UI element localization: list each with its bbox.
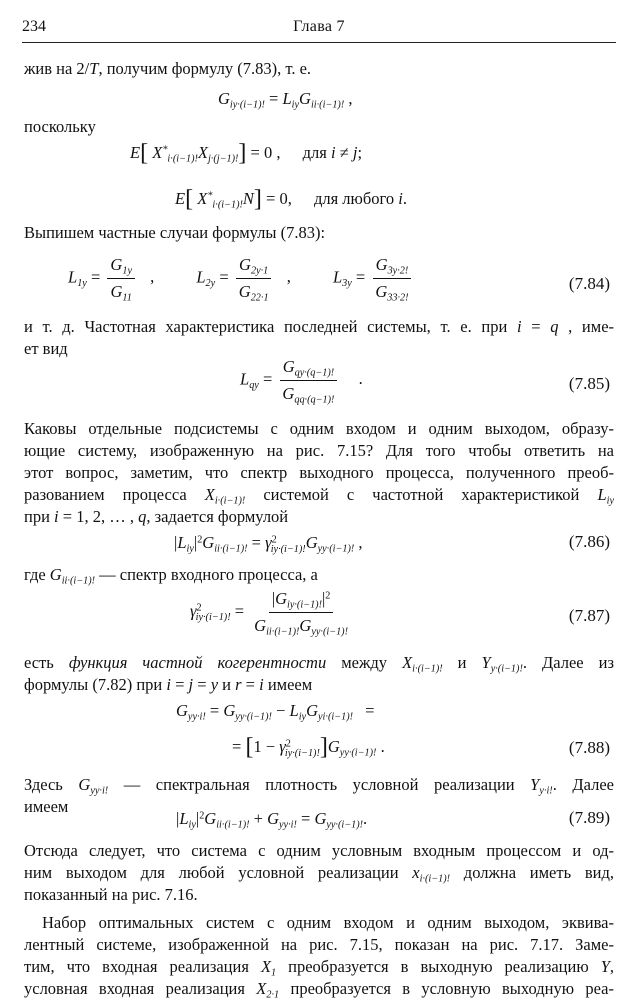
equation-number-7-88: (7.88) [568,738,610,757]
text-line-13: где $G_{ii\cdot(i-1)!}$ — спектр входного процесса, а [24,565,318,587]
page-header [22,18,616,40]
text-line-2: поскольку [24,117,96,136]
equation-number-7-89: (7.89) [568,808,610,827]
equation-7-89: $|L_{iy}|^2G_{ii\cdot(i-1)!} + G_{yy\cdot i!} = G_{yy\cdot(i-1)!}$. [176,809,368,831]
equation-expectation-1: E[ $X^*_{i\cdot(i-1)!}X_{j\cdot(j-1)!}] = 0$ , для i ≠ j; [130,140,363,166]
text-line-1: жив на 2/T, получим формулу (7.83), т. е. [24,59,312,78]
text-line-12: при i = 1, 2, … , q, задается формулой [24,507,289,526]
equation-number-7-87: (7.87) [568,606,610,625]
text-line-15: формулы (7.82) при i = j = y и r = i имеем [24,675,313,694]
text-line-18: Отсюда следует, что система с одним условным входным процессом и од- [24,841,614,860]
equation-number-7-85: (7.85) [568,374,610,393]
text-line-17: имеем [24,797,69,816]
text-line-11: разованием процесса $X_{i\cdot(i-1)!}$ системой с частотной характеристикой $L_{iy}$ [24,485,614,507]
text-line-5: Выпишем частные случаи формулы (7.83): [24,223,326,242]
text-line-7: ет вид [24,339,68,358]
text-line-9: ющие систему, изображенную на рис. 7.15? Для того чтобы ответить на [24,441,614,460]
equation-7-83-result: $G_{iy\cdot(i-1)!} = L_{iy}G_{ii\cdot(i-1)!}$ , [218,89,353,111]
equation-expectation-2: E[ $X^*_{i\cdot(i-1)!}N] = 0$, для любого i. [175,186,407,212]
text-line-19: ним выходом для любой условной реализации $x_{i\cdot(i-1)!}$ должна иметь вид, [24,863,614,885]
text-line-14: есть функция частной когерентности между $X_{i\cdot(i-1)!}$ и $Y_{y\cdot(i-1)!}$. Далее из [24,653,614,675]
text-line-24: условная входная реализация $X_{2\cdot 1}$ преобразуется в условную выходную реа- [24,979,614,1001]
text-line-20: показанный на рис. 7.16. [24,885,198,904]
equation-7-86: $|L_{iy}|^2G_{ii\cdot(i-1)!} = \gamma^2_{iy\cdot(i-1)!}G_{yy\cdot(i-1)!}$ , [174,533,363,555]
chapter-title: Глава 7 [293,18,345,35]
header-rule [22,42,616,43]
equation-7-87: $\gamma^2_{iy\cdot(i-1)!}$ = $\frac{|G_{iy\cdot(i-1)!}|^2}{G_{ii\cdot(i-1)!}G_{yy\cdot(i-1)!}}$ [190,589,348,638]
equation-7-88-line-1: $G_{yy\cdot i!} = G_{yy\cdot(i-1)!} - L_{iy}G_{yi\cdot(i-1)!}$ = [176,701,375,723]
text-line-10: этот вопрос, заметим, что спектр выходного процесса, полученного преоб- [24,463,614,482]
text-line-21: Набор оптимальных систем с одним входом и одним выходом, эквива- [42,913,614,932]
equation-number-7-86: (7.86) [568,532,610,551]
text-line-6: и т. д. Частотная характеристика последней системы, т. е. при i = q , име- [24,317,615,336]
text-line-16: Здесь $G_{yy\cdot i!}$ — спектральная плотность условной реализации $Y_{y\cdot i!}$. Далее [24,775,614,797]
equation-7-88-line-2: = $[1 - \gamma^2_{iy\cdot(i-1)!}]G_{yy\cdot(i-1)!}$ . [232,734,385,760]
text-line-8: Каковы отдельные подсистемы с одним входом и одним выходом, образу- [24,419,614,438]
equation-7-84: $L_{1y}$ = $\frac{G_{1y}}{G_{11}}$ , $L_{2y}$ = $\frac{G_{2y\cdot 1}}{G_{22\cdot 1}}$ , $L_{3y}$ = $\frac{G_{3y\cdot 2!}}{G_{33\cdot 2!}}$ [68,254,415,303]
text-line-23: тим, что входная реализация $X_1$ преобразуется в выходную реализацию Y, [24,957,614,979]
text-line-22: лентный системе, изображенной на рис. 7.15, показан на рис. 7.17. Заме- [24,935,614,954]
page-number: 234 [22,18,46,35]
equation-7-85: $L_{qy}$ = $\frac{G_{qy\cdot(q-1)!}}{G_{qq\cdot(q-1)!}}$ . [240,357,363,406]
equation-number-7-84: (7.84) [568,274,610,293]
